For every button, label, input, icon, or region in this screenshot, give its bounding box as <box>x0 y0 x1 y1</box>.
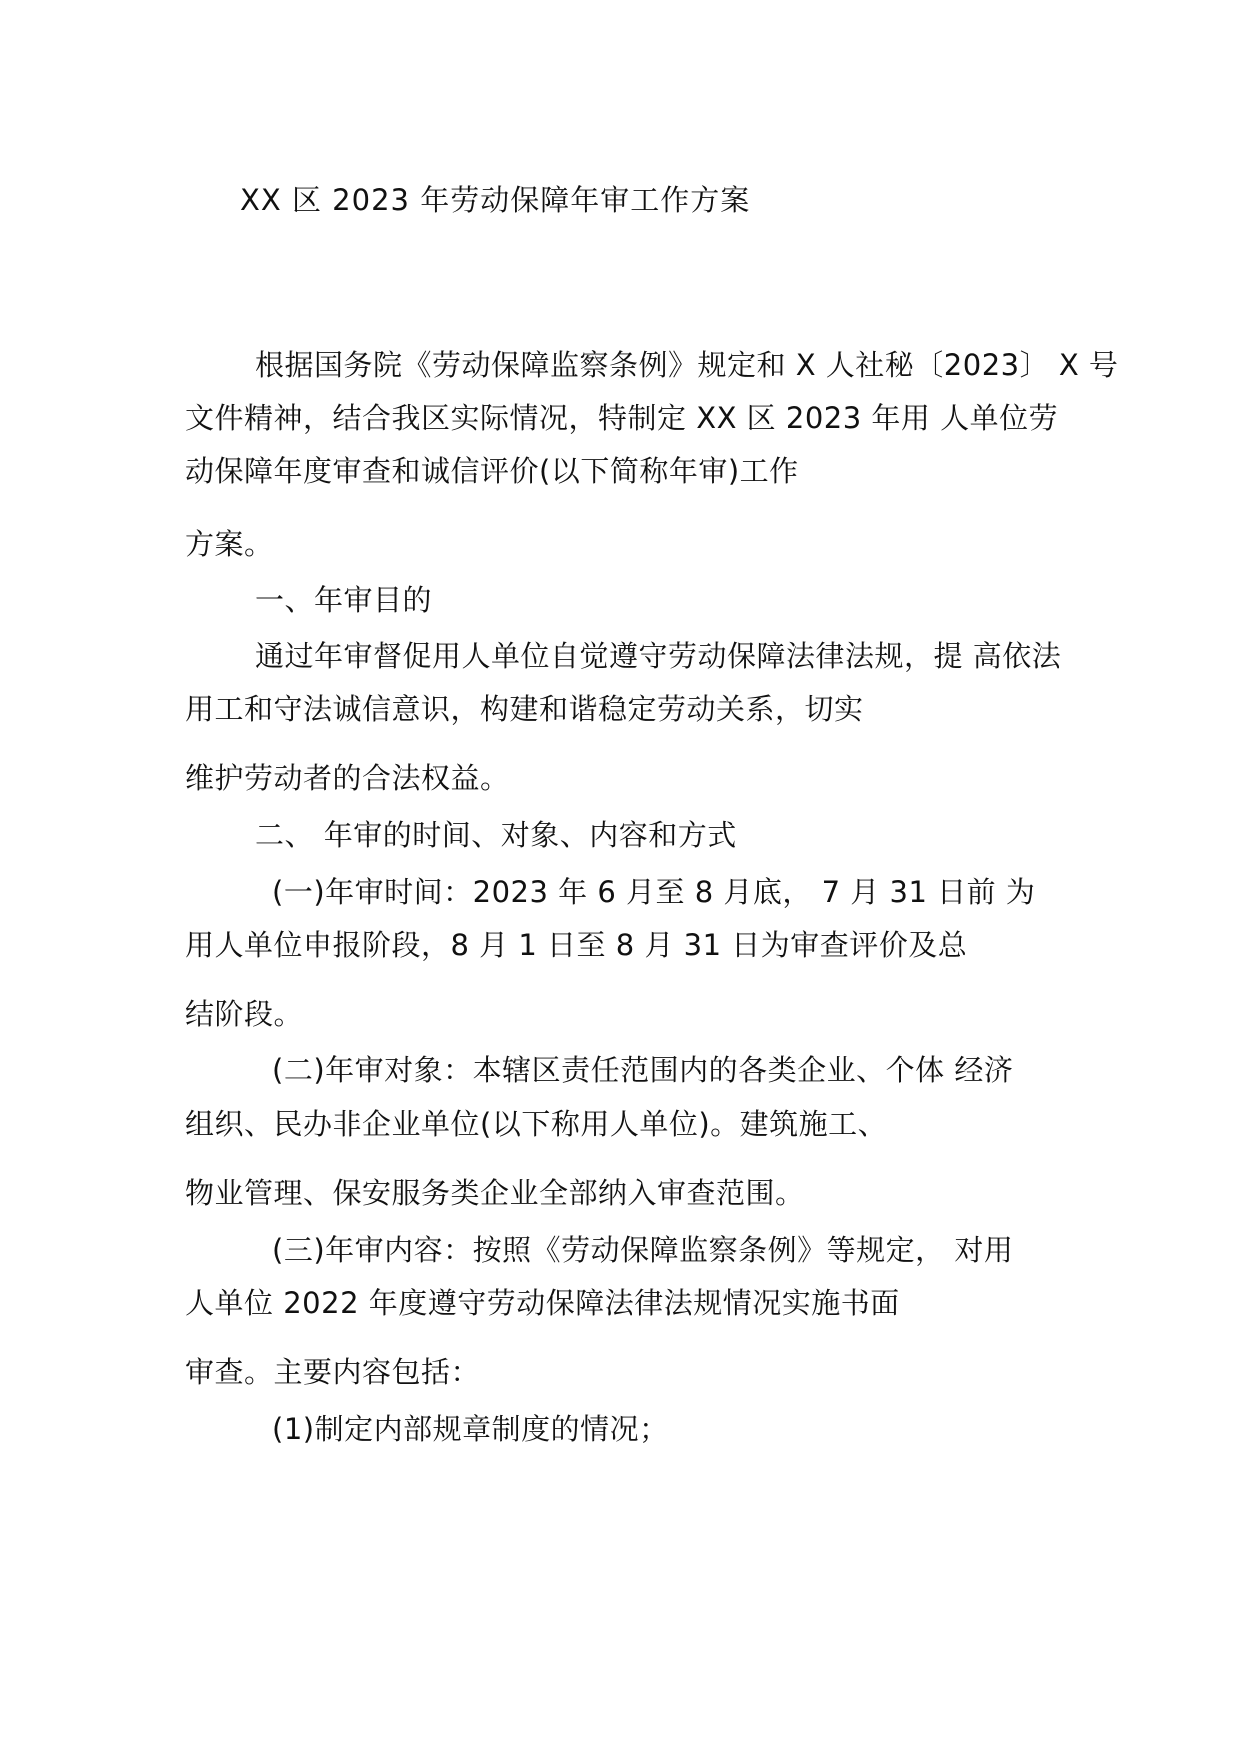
paragraph-line: (三)年审内容：按照《劳动保障监察条例》等规定， 对用 <box>272 1233 1014 1267</box>
paragraph-line: 动保障年度审查和诚信评价(以下简称年审)工作 <box>185 454 799 488</box>
paragraph-line: 用人单位申报阶段，8 月 1 日至 8 月 31 日为审查评价及总 <box>185 928 968 962</box>
paragraph-line: 通过年审督促用人单位自觉遵守劳动保障法律法规，提 高依法 <box>255 639 1062 673</box>
paragraph-line: 维护劳动者的合法权益。 <box>185 761 510 795</box>
paragraph-line: 用工和守法诚信意识，构建和谐稳定劳动关系，切实 <box>185 692 864 726</box>
paragraph-line: 结阶段。 <box>185 997 304 1031</box>
paragraph-line: (一)年审时间：2023 年 6 月至 8 月底， 7 月 31 日前 为 <box>272 875 1036 909</box>
paragraph-line: 组织、民办非企业单位(以下称用人单位)。建筑施工、 <box>185 1107 888 1141</box>
paragraph-line: 人单位 2022 年度遵守劳动保障法律法规情况实施书面 <box>185 1286 900 1320</box>
paragraph-line: 审查。主要内容包括： <box>185 1355 481 1389</box>
section-heading: 一、年审目的 <box>255 583 433 617</box>
paragraph-line: 根据国务院《劳动保障监察条例》规定和 X 人社秘〔2023〕 X 号 <box>255 348 1119 382</box>
document-title: XX 区 2023 年劳动保障年审工作方案 <box>240 183 751 217</box>
paragraph-line: 方案。 <box>185 527 274 561</box>
paragraph-line: 物业管理、保安服务类企业全部纳入审查范围。 <box>185 1176 805 1210</box>
paragraph-line: 文件精神，结合我区实际情况，特制定 XX 区 2023 年用 人单位劳 <box>185 401 1059 435</box>
paragraph-line: (二)年审对象：本辖区责任范围内的各类企业、个体 经济 <box>272 1053 1014 1087</box>
list-item: (1)制定内部规章制度的情况； <box>272 1412 669 1446</box>
section-heading: 二、 年审的时间、对象、内容和方式 <box>255 818 737 852</box>
